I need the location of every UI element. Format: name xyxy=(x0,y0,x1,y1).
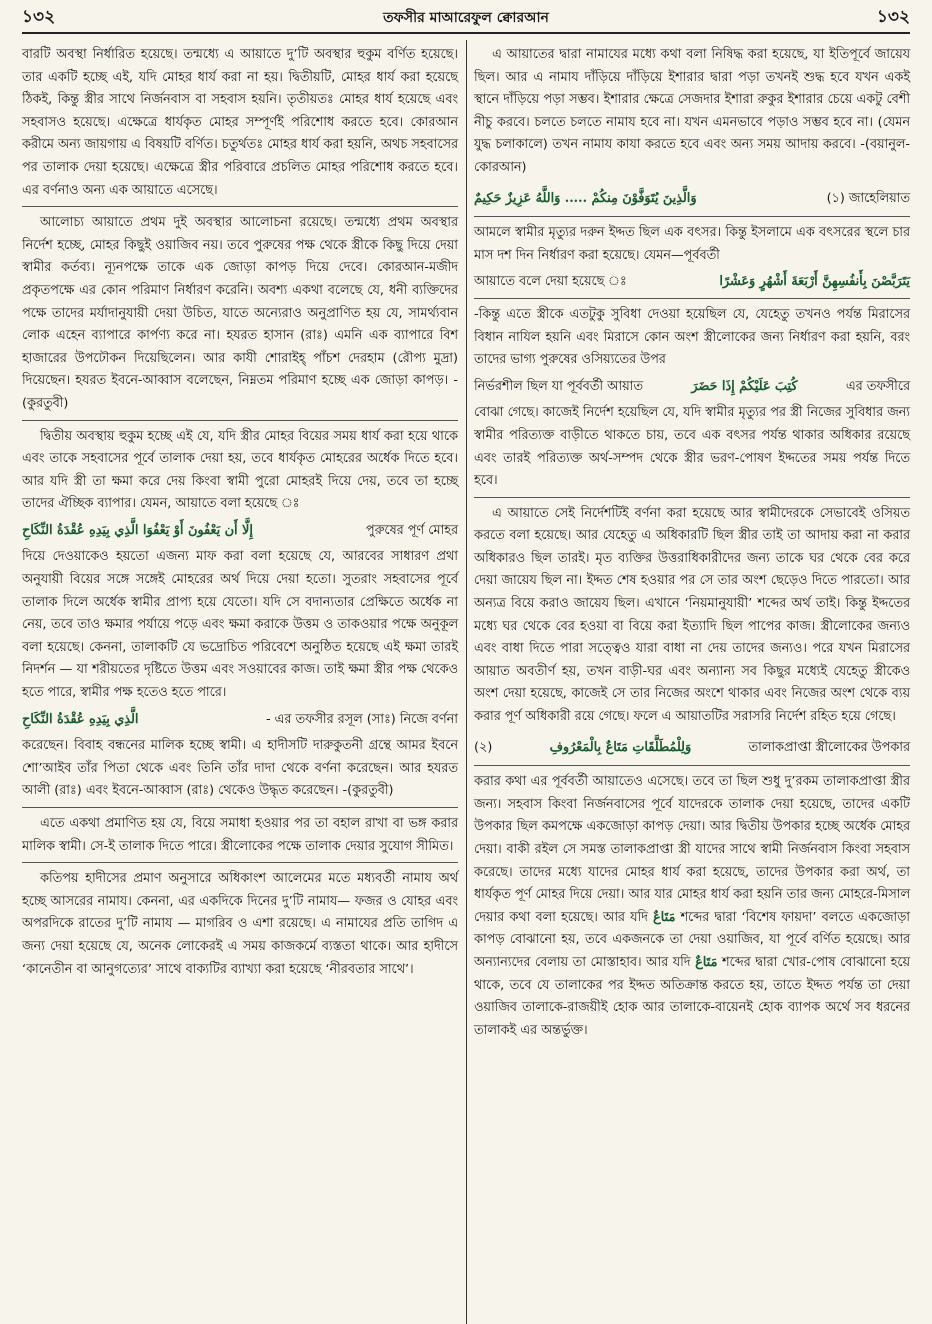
page-number-right: ১৩২ xyxy=(876,7,910,27)
paragraph-separator xyxy=(474,216,910,217)
paragraph: আলোচ্য আয়াতে প্রথম দুই অবস্থার আলোচনা রয়েছে। তন্মধ্যে প্রথম অবস্থার নির্দেশ হচ্ছে, মোহর কিছুই ওয়াজিব নয়। তবে পুরুষের পক্ষ থেকে স্ত্রীকে কিছু দিয়ে দেয়া স্বামীর কর্তব্য। ন্যূনপক্ষে তাকে এক জোড়া কাপড় দিয়ে দেবে। কোরআন-মজীদ প্রকৃতপক্ষে এর কোন পরিমাণ নির্ধারণ করেনি। অবশ্য একথা বলেছে যে, ধনী ব্যক্তিদের পক্ষে তাদের মর্যাদানুযায়ী দেয়া উচিত, যাতে অন্যেরাও অনুপ্রাণিত হয় যে, সামর্থ্যবান লোক এহেন ব্যাপারে কার্পণ্য করে না। হযরত হাসান (রাঃ) এমনি এক ব্যাপারে বিশ হাজারের উপঢৌকন দিয়েছিলেন। আর কাযী শোরাইহ্ পাঁচশ দেরহাম (রৌপ্য মুদ্রা) দিয়েছেন। হযরত ইবনে-আব্বাস বলেছেন, নিম্নতম পরিমাণ হচ্ছে এক জোড়া কাপড়। -(কুরতুবী) xyxy=(22,215,458,411)
arabic-ayah: وَلِلْمُطَلَّقَاتِ مَتَاعٌ بِالْمَعْرُوفِ xyxy=(549,739,692,755)
arabic-ayah: الَّذِي بِيَدِهِ عُقْدَةُ النِّكَاحِ xyxy=(22,711,139,727)
arabic-ayah: يَتَرَبَّصْنَ بِأَنفُسِهِنَّ أَرْبَعَةَ أَشْهُرٍ وَعَشْرًا xyxy=(719,274,910,290)
ayah-trailing-text: পুরুষের পূর্ণ মোহর xyxy=(365,522,458,538)
paragraph-text: শব্দের দ্বারা খোর-পোষ বোঝানো হয়ে থাকে, তবে যে তালাকের পর ইদ্দত অতিক্রান্ত করতে হয়, তাতে ইদ্দত পর্যন্ত তা দেয়া ওয়াজিব তালাকে-রাজয়ীই হোক আর তালাকে-বায়েনই হোক ব্যাপক অর্থে সব ধরনের তালাকই এর অন্তর্ভুক্ত। xyxy=(474,954,911,1038)
paragraph: কতিপয় হাদীসের প্রমাণ অনুসারে অধিকাংশ আলেমের মতে মধ্যবর্তী নামায অর্থ হচ্ছে আসরের নামায। কেননা, এর একদিকে দিনের দু’টি নামায— ফজর ও যোহর এবং অপরদিকে রাতের দু’টি নামায — মাগরিব ও এশা রয়েছে। এ নামাযের প্রতি তাগিদ এ জন্য দেয়া হয়েছে যে, অনেক লোকেরই এ সময় কাজকর্মে ব্যস্ততা থাকে। আর হাদীসে ‘কানেতীন বা আনুগত্যের’ সাথে বাক্যটির ব্যাখ্যা করা হয়েছে ‘নীরবতার সাথে’। xyxy=(22,871,458,977)
ayah-line xyxy=(22,709,458,732)
page-header xyxy=(22,4,910,34)
paragraph: -কিন্তু এতে স্ত্রীকে এতটুকু সুবিধা দেওয়া হয়েছিল যে, যেহেতু তখনও পর্যন্ত মিরাসের বিধান নাযিল হয়নি এবং মিরাসে কোন অংশ স্ত্রীলোকের জন্য নির্ধারণ করা হয়নি, বরং তাদের ভাগ্য পুরুষের ওসিয়্যতের উপর xyxy=(474,306,910,368)
paragraph-separator xyxy=(474,497,910,498)
paragraph: এ আয়াতের দ্বারা নামাযের মধ্যে কথা বলা নিষিদ্ধ করা হয়েছে, যা ইতিপূর্বে জায়েয ছিল। আর এ নামায দাঁড়িয়ে দাঁড়িয়ে ইশারার দ্বারা পড়া তখনই শুদ্ধ হবে যখন একই স্থানে দাঁড়িয়ে পড়া সম্ভব। ইশারার ক্ষেত্রে সেজদার ইশারা রুকুর ইশারার চেয়ে একটু বেশী নীচু করবে। চলতে চলতে নামায হবে না। যখন এমনভাবে পড়াও সম্ভব হবে না। (যেমন যুদ্ধ চলাকালে) তখন নামায কাযা করতে হবে এবং অন্য সময় আদায় করবে। -(বয়ানুল-কোরআন) xyxy=(474,47,910,175)
arabic-word: مَتَاعٌ xyxy=(695,954,718,970)
arabic-ayah: إِلَّا أَن يَعْفُونَ أَوْ يَعْفُوَا الَّذِي بِيَدِهِ عُقْدَةُ النِّكَاحِ xyxy=(22,522,253,538)
paragraph-text: করার কথা এর পূর্ববর্তী আয়াতেও এসেছে। তবে তা ছিল শুধু দু’রকম তালাকপ্রাপ্তা স্ত্রীর জন্য। সহবাস কিংবা নির্জনবাসের পূর্বে যাদেরকে তালাক দেয়া হয়েছে, তাদের একটি উপকার ছিল কমপক্ষে একজোড়া কাপড় দেয়া। আর দ্বিতীয় উপকার হচ্ছে অর্ধেক মোহর দেয়া। বাকী রইল সে সমস্ত তালাকপ্রাপ্তা স্ত্রী যাদের সাথে স্বামী নির্জনবাস কিংবা সহবাস করেছে। তাদের মধ্যে যাদের মোহর ধার্য করা হয়েছে, তাদের উপকার করা অর্থ, তা ধার্যকৃত পূর্ণ মোহর দিয়ে দেয়া। আর যার মোহর ধার্য করা হয়নি তার জন্য মোহরে-মিসাল দেয়ার কথা বলা হয়েছে। আর যদি xyxy=(474,774,910,925)
paragraph: দ্বিতীয় অবস্থায় হুকুম হচ্ছে এই যে, যদি স্ত্রীর মোহর বিয়ের সময় ধার্য করা হয়ে থাকে এবং তাকে সহবাসের পূর্বে তালাক দেয়া হয়, তবে ধার্যকৃত মোহরের অর্ধেক দিতে হবে। আর যদি স্ত্রী তা ক্ষমা করে দেয় কিংবা স্বামী পুরো মোহরই দিয়ে দেয়, তবে তা হচ্ছে তাদের ঐচ্ছিক ব্যাপার। যেমন, আয়াতে বলা হয়েছে ঃ xyxy=(22,428,458,512)
arabic-ayah: كُتِبَ عَلَيْكُمْ إِذَا حَضَرَ xyxy=(691,378,798,394)
ayah-leading-text: নির্ভরশীল ছিল যা পূর্ববর্তী আয়াত xyxy=(474,378,643,394)
paragraph: দিয়ে দেওয়াকেও হয়তো এজন্য মাফ করা বলা হয়েছে যে, আরবের সাধারণ প্রথা অনুযায়ী বিয়ের সঙ্গে সঙ্গেই মোহরের অর্থ দিয়ে দেয়া হতো। সুতরাং সহবাসের পূর্বে তালাক দিলে অর্ধেক স্বামীর প্রাপ্য হয়ে যেতো। যদি সে বদান্যতার প্রেক্ষিতে অর্ধেক না নেয়, তবে তাও ক্ষমার পর্যায়ে পড়ে এবং ক্ষমা করাকে উত্তম ও তাকওয়ার পক্ষে অনুকূল বলা হয়েছে। কেননা, তালাকটি যে ভদ্রোচিত পরিবেশে অনুষ্ঠিত হয়েছে এই ক্ষমা তারই নিদর্শন — যা শরীয়তের দৃষ্টিতে উত্তম এবং সওয়াবের কাজ। তাই ক্ষমা স্ত্রীর পক্ষ থেকেও হতে পারে, স্বামীর পক্ষ হতেও হতে পারে। xyxy=(22,549,458,701)
right-column xyxy=(474,44,910,1324)
ayah-line xyxy=(474,188,910,211)
arabic-ayah: وَالَّذِينَ يُتَوَفَّوْنَ مِنكُمْ ..... وَاللَّهُ عَزِيزٌ حَكِيمٌ xyxy=(474,190,697,206)
left-column xyxy=(22,44,458,1324)
paragraph-separator xyxy=(22,206,458,207)
paragraph-text: শব্দের দ্বারা ‘বিশেষ ফায়দা’ বলতে একজোড়া কাপড় বোঝানো হয়, তবে একজনকে তা দেয়া ওয়াজিব, যা পূর্বে বর্ণিত হয়েছে। আর অন্যান্যদের বেলায় তা মোস্তাহাব। আর যদি xyxy=(474,909,910,970)
ayah-trailing-text: তালাকপ্রাপ্তা স্ত্রীলোকের উপকার xyxy=(748,739,910,755)
paragraph: আমলে স্বামীর মৃত্যুর দরুন ইদ্দত ছিল এক বৎসর। কিন্তু ইসলামে এক বৎসরের স্থলে চার মাস দশ দিন নির্ধারণ করা হয়েছে। যেমন—পূর্ববর্তী xyxy=(474,225,910,263)
paragraph-separator xyxy=(22,420,458,421)
paragraph: এ আয়াতে সেই নির্দেশটিই বর্ণনা করা হয়েছে আর স্বামীদেরকে সেভাবেই ওসিয়ত করতে বলা হয়েছে। আর যেহেতু এ অধিকারটি ছিল স্ত্রীর তাই তা আদায় করা না করার অধিকারও ছিল তারই। মৃত ব্যক্তির উত্তরাধিকারীদের জন্য তাকে ঘর থেকে বের করে দেয়া জায়েয ছিল না। ইদ্দত শেষ হওয়ার পর সে তার অংশ ছেড়েও দিতে পারতো। আর অন্যত্র বিয়ে করাও জায়েয ছিল। এখানে ‘নিয়মানুযায়ী’ শব্দের অর্থ তাই। কিন্তু ইদ্দতের মধ্যে ঘর থেকে বের হওয়া বা বিয়ে করা ইত্যাদি ছিল পাপের কাজ। স্ত্রীলোকের জন্যও এবং বাধা দিতে পারা সত্ত্বেও যারা বাধা না দেয় তাদের জন্যও। পরে যখন মিরাসের আয়াত অবতীর্ণ হয়, তখন বাড়ী-ঘর এবং অন্যান্য সব কিছুর মধ্যেই যেহেতু স্ত্রীকেও অংশ দেয়া হয়েছে, কাজেই সে তার নিজের অংশে থাকার এবং নিজের অংশ থেকে ব্যয় করার পূর্ণ অধিকারী রয়ে গেছে। ফলে এ আয়াতটির সরাসরি নির্দেশ রহিত হয়ে গেছে। xyxy=(474,505,910,725)
ayah-leading-text: আয়াতে বলে দেয়া হয়েছে ঃ xyxy=(474,274,627,290)
paragraph: বারটি অবস্থা নির্ধারিত হয়েছে। তন্মধ্যে এ আয়াতে দু’টি অবস্থার হুকুম বর্ণিত হয়েছে। তার একটি হচ্ছে এই, যদি মোহর ধার্য করা না হয়। দ্বিতীয়টি, মোহর ধার্য করা হয়েছে ঠিকই, কিন্তু স্ত্রীর সাথে নির্জনবাস বা সহবাস হয়নি। তৃতীয়তঃ মোহর ধার্য হয়েছে এবং সহবাসও হয়েছে। এক্ষেত্রে ধার্যকৃত মোহর সম্পূর্ণই পরিশোধ করতে হবে। কোরআন করীমে অন্য জায়গায় এ বিষয়টি বর্ণিত। চতুর্থতঃ মোহর ধার্য করা হয়নি, অথচ সহবাসের পর তালাক দেয়া হয়েছে। এক্ষেত্রে স্ত্রীর পরিবারে প্রচলিত মোহর পরিশোধ করতে হবে। এর বর্ণনাও অন্য এক আয়াতে এসেছে। xyxy=(22,47,458,198)
ayah-line xyxy=(474,376,910,399)
running-title: তফসীর মাআরেফুল ক্বোরআন xyxy=(383,10,549,26)
ayah-trailing-text: - এর তফসীর রসূল (সাঃ) নিজে বর্ণনা xyxy=(265,711,458,727)
ayah-line xyxy=(474,271,910,294)
paragraph-separator xyxy=(22,862,458,863)
paragraph: করেছেন। বিবাহ বন্ধনের মালিক হচ্ছে স্বামী। এ হাদীসটি দারুকুতনী গ্রন্থে আমর ইবনে শো’আইব তাঁর পিতা থেকে এবং তিনি তাঁর দাদা থেকে বর্ণনা করেছেন। আর হযরত আলী (রাঃ) এবং ইবনে-আব্বাস (রাঃ) থেকেও উদ্ধৃত করেছেন। -(কুরতুবী) xyxy=(22,738,458,799)
ayah-line xyxy=(474,737,910,760)
paragraph-separator xyxy=(474,298,910,299)
paragraph-separator xyxy=(474,765,910,766)
column-divider xyxy=(466,40,467,1324)
ayah-label: (১) জাহেলিয়াত xyxy=(826,190,910,206)
ayah-trailing-text: এর তফসীরে xyxy=(845,378,910,394)
page-number-left: ১৩২ xyxy=(22,7,56,27)
arabic-word: مَتَاعٌ xyxy=(653,909,676,925)
paragraph: এতে একথা প্রমাণিত হয় যে, বিয়ে সমাধা হওয়ার পর তা বহাল রাখা বা ভঙ্গ করার মালিক স্বামী। সে-ই তালাক দিতে পারে। স্ত্রীলোকের পক্ষে তালাক দেয়ার সুযোগ সীমিত। xyxy=(22,816,458,854)
ayah-line xyxy=(22,520,458,543)
paragraph: বোঝা গেছে। কাজেই নির্দেশ হয়েছিল যে, যদি স্বামীর মৃত্যুর পর স্ত্রী নিজের সুবিধার জন্য স্বামীর পরিত্যক্ত বাড়ীতে থাকতে চায়, তবে এক বৎসর পর্যন্ত থাকার অধিকার রয়েছে এবং তারই পরিত্যক্ত অর্থ-সম্পদ থেকে স্ত্রীর ভরণ-পোষণ ইদ্দতের সময় পর্যন্ত দিতে হবে। xyxy=(474,405,910,489)
ayah-label: (২) xyxy=(474,739,493,755)
paragraph-separator xyxy=(22,807,458,808)
paragraph xyxy=(474,771,910,1042)
